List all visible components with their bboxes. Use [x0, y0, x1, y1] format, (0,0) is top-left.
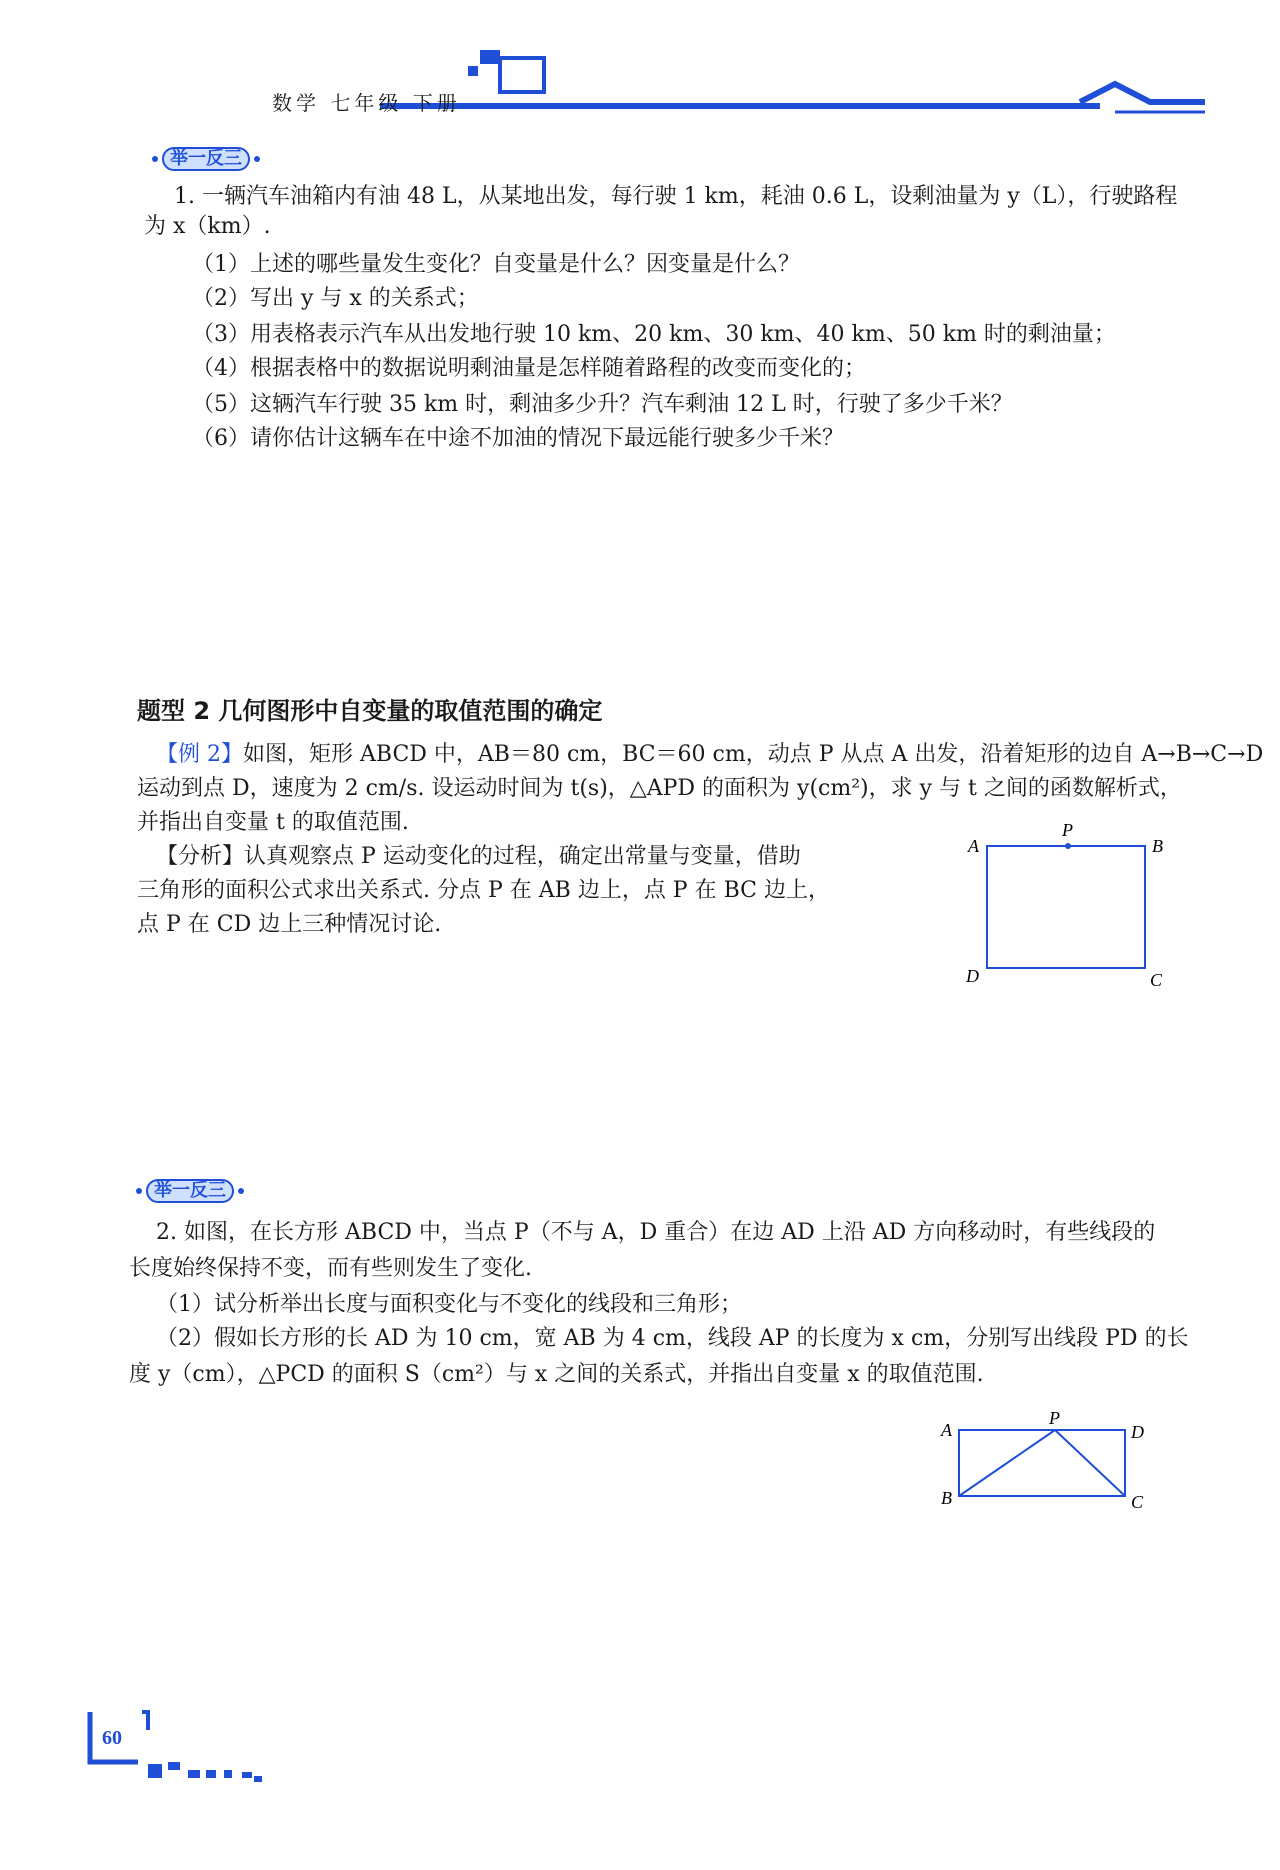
dot-icon — [238, 1188, 244, 1194]
analysis-line1 — [156, 842, 801, 872]
label-p: P — [1062, 820, 1073, 840]
q2-line1: 2. 如图，在长方形 ABCD 中，当点 P（不与 A，D 重合）在边 AD 上沿 AD 方向移动时，有些线段的 — [156, 1220, 1156, 1245]
rectangle-figure-1 — [960, 816, 1180, 986]
dot-icon — [254, 156, 260, 162]
point-p — [1065, 843, 1071, 849]
example-line3: 并指出自变量 t 的取值范围. — [137, 810, 409, 835]
label-d: D — [966, 966, 979, 986]
label-a: A — [968, 836, 979, 856]
dot-icon — [136, 1188, 142, 1194]
q1-part-2: （2）写出 y 与 x 的关系式； — [192, 286, 479, 311]
analysis-text1: 认真观察点 P 运动变化的过程，确定出常量与变量，借助 — [244, 844, 801, 869]
label-b: B — [1152, 836, 1163, 856]
practice-badge — [152, 146, 260, 172]
label-d: D — [1131, 1422, 1144, 1442]
q2-part2-line1: （2）假如长方形的长 AD 为 10 cm，宽 AB 为 4 cm，线段 AP 的长度为 x cm，分别写出线段 PD 的长 — [156, 1326, 1189, 1351]
q1-stem-line1: 1. 一辆汽车油箱内有油 48 L，从某地出发，每行驶 1 km，耗油 0.6 L，设剩油量为 y（L），行驶路程 — [174, 184, 1178, 209]
dot-icon — [152, 156, 158, 162]
header-title: 数学 七年级 下册 — [272, 91, 461, 115]
practice-badge — [136, 1178, 244, 1204]
q1-part-3: （3）用表格表示汽车从出发地行驶 10 km、20 km、30 km、40 km、50 km 时的剩油量； — [192, 322, 1116, 347]
label-c: C — [1131, 1492, 1144, 1512]
page-number: 60 — [102, 1727, 122, 1749]
q2-part1: （1）试分析举出长度与面积变化与不变化的线段和三角形； — [156, 1292, 742, 1317]
label-c: C — [1150, 970, 1163, 986]
label-b: B — [941, 1488, 952, 1508]
example-line1 — [156, 740, 1263, 770]
example-line2: 运动到点 D，速度为 2 cm/s. 设运动时间为 t(s)，△APD 的面积为 y(cm²)，求 y 与 t 之间的函数解析式， — [137, 776, 1182, 801]
header-decoration — [380, 44, 1210, 124]
badge-label: 举一反三 — [162, 147, 250, 171]
analysis-tag: 【分析】 — [156, 844, 245, 869]
analysis-line3: 点 P 在 CD 边上三种情况讨论. — [137, 912, 442, 937]
analysis-line2: 三角形的面积公式求出关系式. 分点 P 在 AB 边上，点 P 在 BC 边上， — [137, 878, 831, 903]
q1-part-4: （4）根据表格中的数据说明剩油量是怎样随着路程的改变而变化的； — [192, 356, 866, 381]
label-a: A — [941, 1420, 952, 1440]
label-p: P — [1049, 1408, 1060, 1428]
q2-part2-line2: 度 y（cm），△PCD 的面积 S（cm²）与 x 之间的关系式，并指出自变量 x 的取值范围. — [129, 1362, 984, 1387]
example-tag: 【例 2】 — [156, 742, 243, 767]
footer-decoration — [82, 1700, 302, 1800]
q2-line2: 长度始终保持不变，而有些则发生了变化. — [129, 1256, 532, 1281]
q1-part-5: （5）这辆汽车行驶 35 km 时，剩油多少升？汽车剩油 12 L 时，行驶了多少千米？ — [192, 392, 1013, 417]
q1-part-1: （1）上述的哪些量发生变化？自变量是什么？因变量是什么？ — [192, 252, 800, 277]
badge-label: 举一反三 — [146, 1179, 234, 1203]
example-text1: 如图，矩形 ABCD 中，AB＝80 cm，BC＝60 cm，动点 P 从点 A 出发，沿着矩形的边自 A→B→C→D — [243, 742, 1264, 767]
q1-part-6: （6）请你估计这辆车在中途不加油的情况下最远能行驶多少千米？ — [192, 426, 844, 451]
section-title: 题型 2 几何图形中自变量的取值范围的确定 — [137, 697, 603, 725]
q1-stem-line2: 为 x（km）. — [144, 214, 271, 239]
rectangle-figure-2 — [935, 1408, 1165, 1518]
